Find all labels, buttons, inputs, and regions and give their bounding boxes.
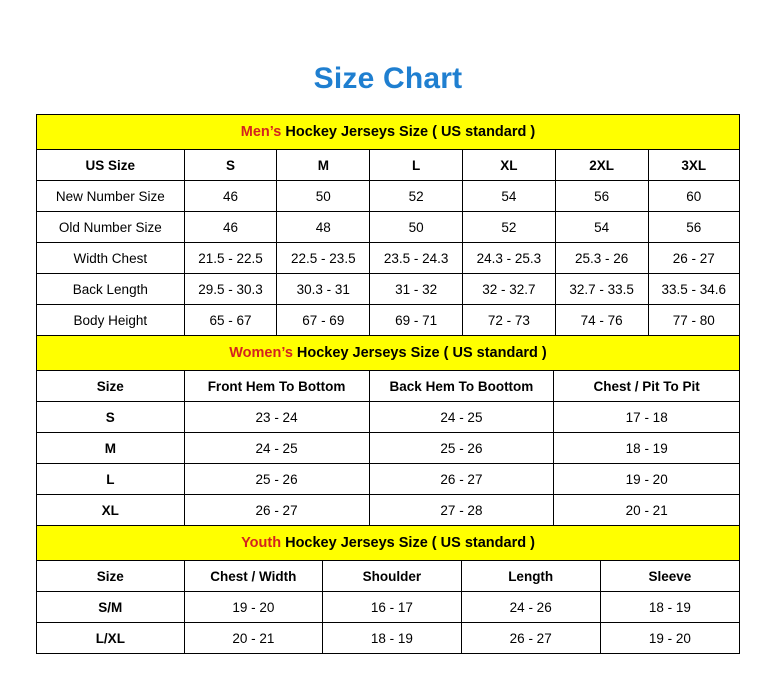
womens-cell: 24 - 25 — [184, 433, 369, 464]
youth-banner-red: Youth — [241, 535, 282, 551]
womens-cell: 19 - 20 — [554, 464, 740, 495]
womens-row-label: M — [37, 433, 185, 464]
youth-cell: 18 - 19 — [600, 592, 739, 623]
mens-cell: 46 — [184, 181, 277, 212]
womens-header-cell: Size — [37, 371, 185, 402]
mens-cell: 60 — [648, 181, 739, 212]
table-row — [37, 402, 740, 433]
mens-cell: 32 - 32.7 — [462, 274, 555, 305]
youth-banner-rest: Hockey Jerseys Size ( US standard ) — [281, 535, 535, 551]
youth-header-row — [37, 561, 740, 592]
mens-cell: 52 — [370, 181, 463, 212]
youth-cell: 16 - 17 — [323, 592, 461, 623]
mens-cell: 48 — [277, 212, 370, 243]
womens-row-label: L — [37, 464, 185, 495]
mens-cell: 52 — [462, 212, 555, 243]
womens-header-row — [37, 371, 740, 402]
mens-header-cell: L — [370, 150, 463, 181]
mens-cell: 50 — [277, 181, 370, 212]
mens-banner-red: Men’s — [240, 124, 282, 140]
youth-header-cell: Sleeve — [600, 561, 739, 592]
womens-size-table — [36, 335, 740, 526]
womens-header-cell: Front Hem To Bottom — [184, 371, 369, 402]
mens-cell: 23.5 - 24.3 — [370, 243, 463, 274]
womens-banner-row — [37, 336, 740, 371]
youth-cell: 24 - 26 — [461, 592, 600, 623]
mens-header-cell: 2XL — [555, 150, 648, 181]
mens-header-cell: M — [277, 150, 370, 181]
mens-cell: 21.5 - 22.5 — [184, 243, 277, 274]
mens-header-cell: S — [184, 150, 277, 181]
youth-size-table — [36, 525, 740, 654]
womens-cell: 26 - 27 — [369, 464, 554, 495]
mens-cell: 25.3 - 26 — [555, 243, 648, 274]
womens-row-label: S — [37, 402, 185, 433]
mens-cell: 30.3 - 31 — [277, 274, 370, 305]
youth-cell: 20 - 21 — [184, 623, 322, 654]
table-row — [37, 212, 740, 243]
womens-cell: 18 - 19 — [554, 433, 740, 464]
table-row — [37, 623, 740, 654]
youth-header-cell: Length — [461, 561, 600, 592]
womens-cell: 26 - 27 — [184, 495, 369, 526]
mens-size-table — [36, 114, 740, 336]
mens-header-row — [37, 150, 740, 181]
mens-header-cell: US Size — [37, 150, 185, 181]
mens-cell: 77 - 80 — [648, 305, 739, 336]
mens-cell: 24.3 - 25.3 — [462, 243, 555, 274]
mens-cell: 31 - 32 — [370, 274, 463, 305]
mens-cell: 56 — [555, 181, 648, 212]
mens-cell: 32.7 - 33.5 — [555, 274, 648, 305]
youth-row-label: L/XL — [37, 623, 185, 654]
page-title: Size Chart — [313, 62, 463, 95]
mens-header-cell: 3XL — [648, 150, 739, 181]
womens-header-cell: Chest / Pit To Pit — [554, 371, 740, 402]
youth-header-cell: Shoulder — [323, 561, 461, 592]
youth-cell: 18 - 19 — [323, 623, 461, 654]
table-row — [37, 592, 740, 623]
mens-cell: 54 — [555, 212, 648, 243]
mens-cell: 29.5 - 30.3 — [184, 274, 277, 305]
womens-cell: 25 - 26 — [369, 433, 554, 464]
womens-cell: 24 - 25 — [369, 402, 554, 433]
mens-cell: 46 — [184, 212, 277, 243]
womens-row-label: XL — [37, 495, 185, 526]
youth-banner — [37, 526, 740, 561]
youth-header-cell: Size — [37, 561, 185, 592]
table-row — [37, 464, 740, 495]
mens-cell: 54 — [462, 181, 555, 212]
womens-cell: 23 - 24 — [184, 402, 369, 433]
mens-cell: 33.5 - 34.6 — [648, 274, 739, 305]
mens-cell: 50 — [370, 212, 463, 243]
table-row — [37, 181, 740, 212]
table-row — [37, 433, 740, 464]
mens-cell: 72 - 73 — [462, 305, 555, 336]
womens-banner — [37, 336, 740, 371]
mens-row-label: Old Number Size — [37, 212, 185, 243]
womens-cell: 25 - 26 — [184, 464, 369, 495]
womens-header-cell: Back Hem To Boottom — [369, 371, 554, 402]
table-row — [37, 274, 740, 305]
mens-cell: 74 - 76 — [555, 305, 648, 336]
youth-banner-row — [37, 526, 740, 561]
mens-header-cell: XL — [462, 150, 555, 181]
table-row — [37, 243, 740, 274]
mens-cell: 22.5 - 23.5 — [277, 243, 370, 274]
youth-cell: 19 - 20 — [184, 592, 322, 623]
mens-cell: 56 — [648, 212, 739, 243]
womens-banner-red: Women’s — [229, 345, 293, 361]
womens-banner-rest: Hockey Jerseys Size ( US standard ) — [292, 345, 547, 361]
mens-banner-rest: Hockey Jerseys Size ( US standard ) — [281, 124, 536, 140]
mens-cell: 69 - 71 — [370, 305, 463, 336]
youth-cell: 19 - 20 — [600, 623, 739, 654]
mens-row-label: Back Length — [37, 274, 185, 305]
womens-cell: 20 - 21 — [554, 495, 740, 526]
size-tables-container — [36, 114, 740, 654]
youth-row-label: S/M — [37, 592, 185, 623]
mens-banner-row — [37, 115, 740, 150]
womens-cell: 17 - 18 — [554, 402, 740, 433]
table-row — [37, 305, 740, 336]
mens-cell: 26 - 27 — [648, 243, 739, 274]
womens-cell: 27 - 28 — [369, 495, 554, 526]
mens-row-label: New Number Size — [37, 181, 185, 212]
mens-cell: 65 - 67 — [184, 305, 277, 336]
table-row — [37, 495, 740, 526]
mens-banner — [37, 115, 740, 150]
youth-cell: 26 - 27 — [461, 623, 600, 654]
mens-row-label: Width Chest — [37, 243, 185, 274]
mens-row-label: Body Height — [37, 305, 185, 336]
youth-header-cell: Chest / Width — [184, 561, 322, 592]
mens-cell: 67 - 69 — [277, 305, 370, 336]
